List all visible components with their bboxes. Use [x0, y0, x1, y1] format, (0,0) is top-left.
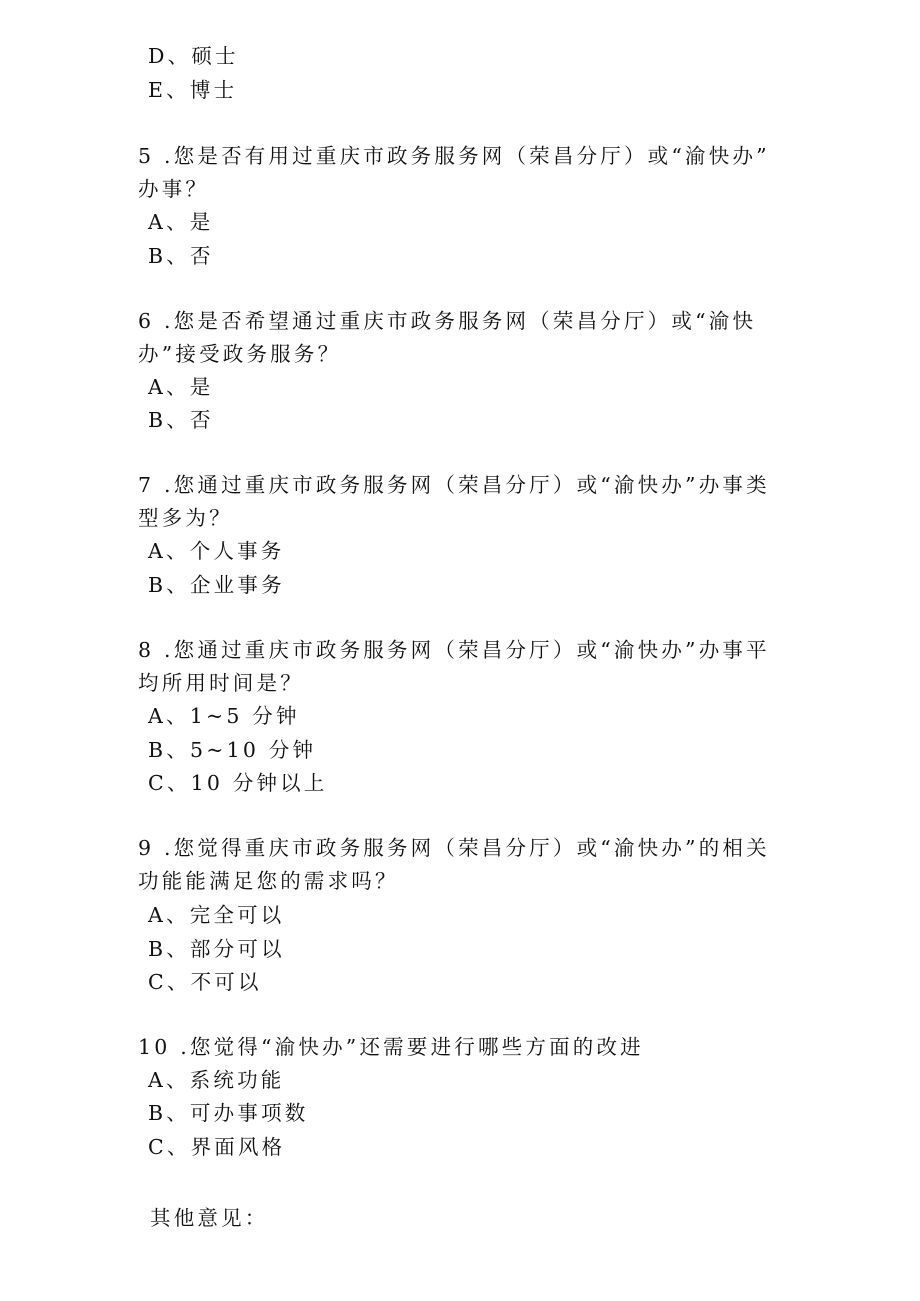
question-8-option-c: C、10 分钟以上	[148, 771, 328, 795]
question-8-option-a: A、1~5 分钟	[148, 704, 300, 728]
question-9-line-2: 功能能满足您的需求吗？	[138, 869, 399, 893]
question-6-line-2: 办”接受政务服务？	[138, 342, 342, 366]
question-5-line-1: 5 .您是否有用过重庆市政务服务网（荣昌分厅）或“渝快办”	[138, 144, 770, 168]
question-5-option-a: A、是	[148, 210, 214, 234]
question-7-option-b: B、企业事务	[148, 573, 285, 597]
option-d-master: D、硕士	[148, 44, 239, 68]
question-5-line-2: 办事？	[138, 177, 210, 201]
question-10-line-1: 10 .您觉得“渝快办”还需要进行哪些方面的改进	[138, 1035, 644, 1059]
question-9-line-1: 9 .您觉得重庆市政务服务网（荣昌分厅）或“渝快办”的相关	[138, 836, 770, 860]
question-5-option-b: B、否	[148, 244, 214, 268]
question-10-option-b: B、可办事项数	[148, 1101, 309, 1125]
other-opinions-label: 其他意见：	[150, 1206, 269, 1230]
question-7-line-1: 7 .您通过重庆市政务服务网（荣昌分厅）或“渝快办”办事类	[138, 473, 770, 497]
question-6-line-1: 6 .您是否希望通过重庆市政务服务网（荣昌分厅）或“渝快	[138, 309, 757, 333]
question-9-option-b: B、部分可以	[148, 937, 285, 961]
question-8-line-2: 均所用时间是？	[138, 671, 304, 695]
question-6-option-b: B、否	[148, 408, 214, 432]
question-9-option-a: A、完全可以	[148, 903, 285, 927]
option-e-doctor: E、博士	[148, 78, 238, 102]
question-8-option-b: B、5~10 分钟	[148, 738, 317, 762]
question-9-option-c: C、不可以	[148, 970, 262, 994]
question-7-option-a: A、个人事务	[148, 539, 285, 563]
question-7-line-2: 型多为？	[138, 506, 233, 530]
question-8-line-1: 8 .您通过重庆市政务服务网（荣昌分厅）或“渝快办”办事平	[138, 638, 770, 662]
question-6-option-a: A、是	[148, 375, 214, 399]
question-10-option-a: A、系统功能	[148, 1068, 285, 1092]
question-10-option-c: C、界面风格	[148, 1135, 286, 1159]
